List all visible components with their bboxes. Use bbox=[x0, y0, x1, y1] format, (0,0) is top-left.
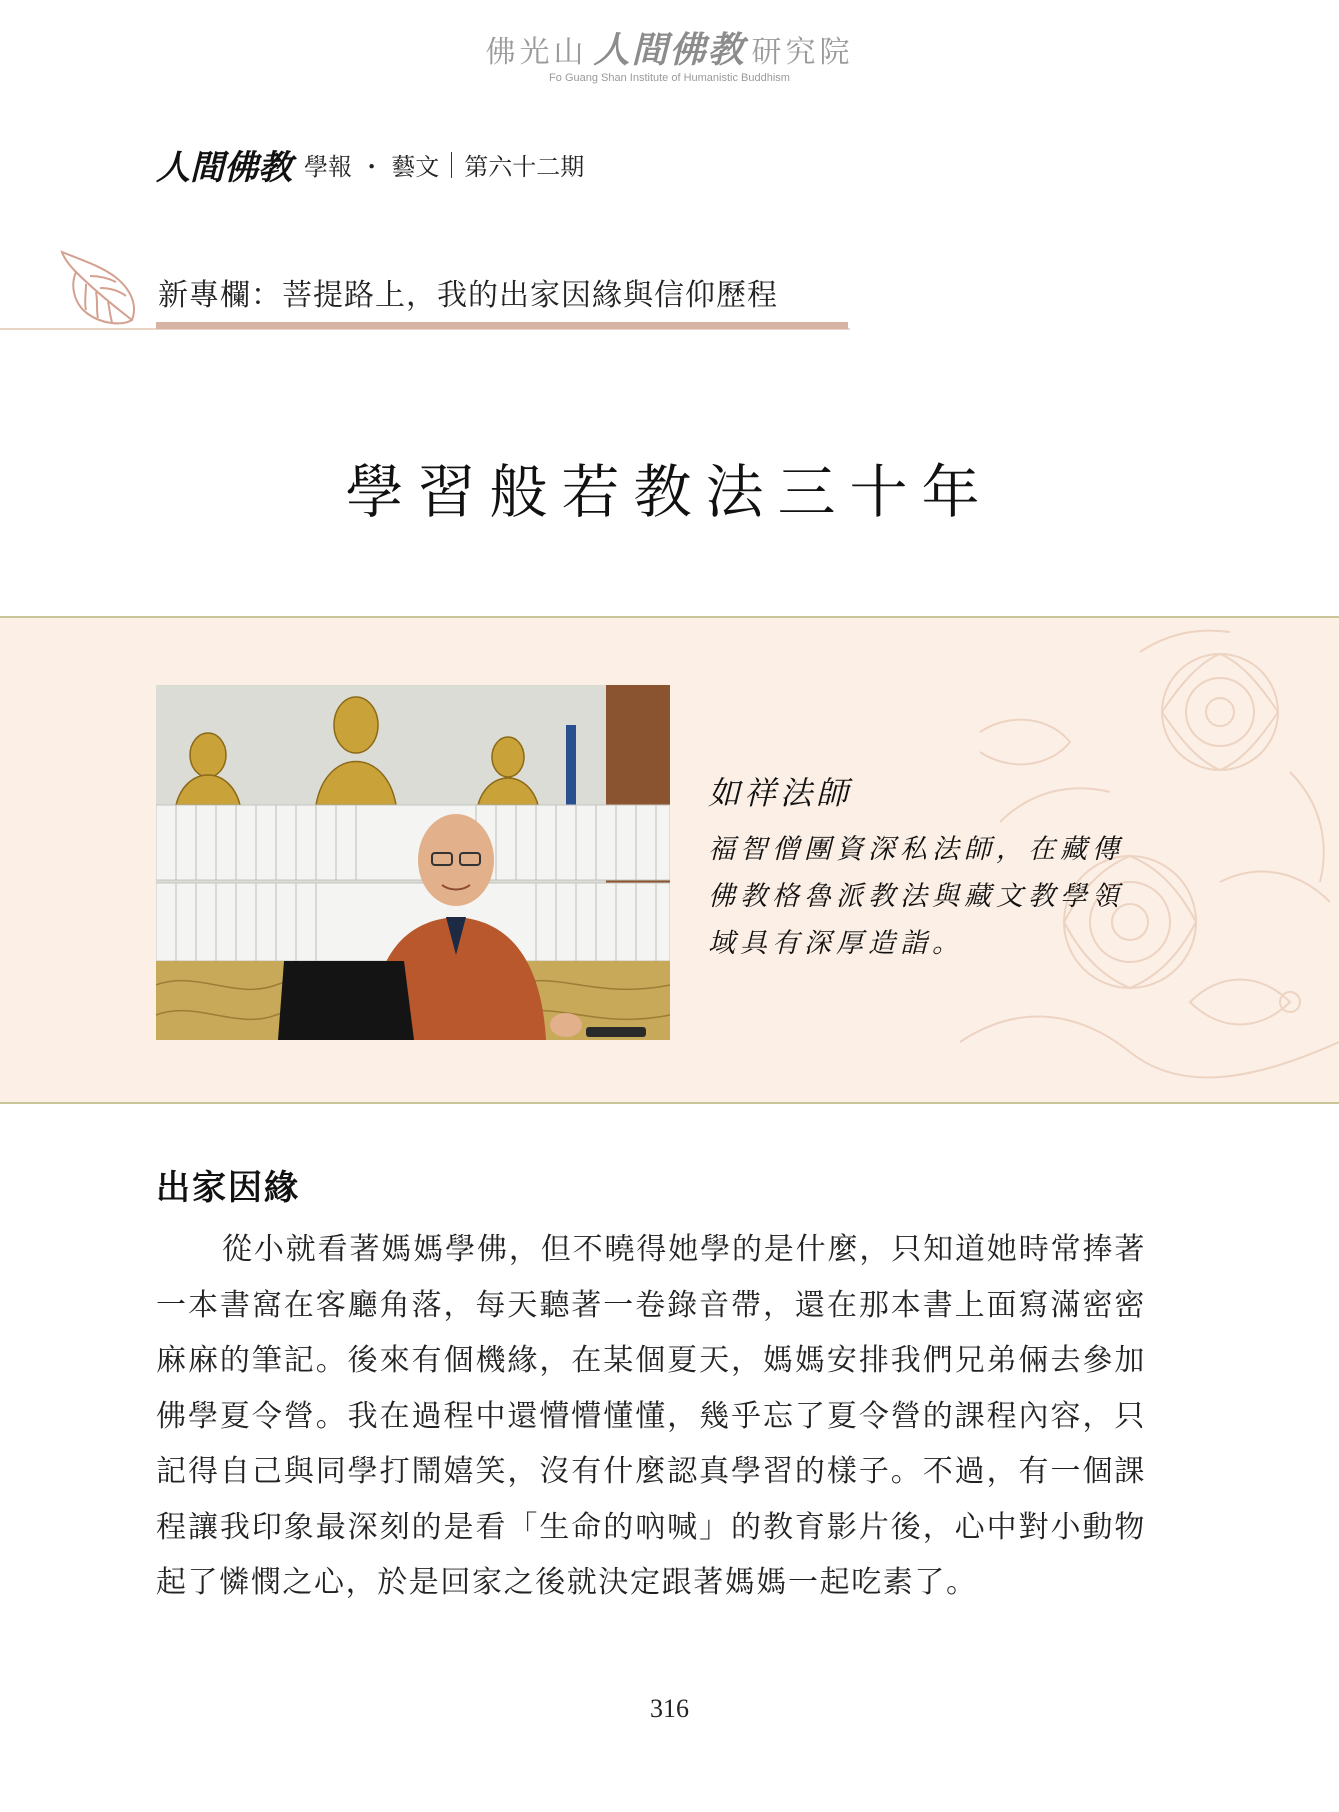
band-bottom-rule bbox=[0, 1102, 1339, 1104]
journal-divider bbox=[451, 152, 452, 178]
body-paragraph: 從小就看著媽媽學佛，但不曉得她學的是什麼，只知道她時常捧著一本書窩在客廳角落，每天聽著一卷錄音帶，還在那本書上面寫滿密密麻麻的筆記。後來有個機緣，在某個夏天，媽媽安排我們兄弟倆去參加佛學夏令營。我在過程中還懵懵懂懂，幾乎忘了夏令營的課程內容，只記得自己與同學打鬧嬉笑，沒有什麼認真學習的樣子。不過，有一個課程讓我印象最深刻的是看「生命的吶喊」的教育影片後，心中對小動物起了憐憫之心，於是回家之後就決定跟著媽媽一起吃素了。 bbox=[156, 1232, 1146, 1600]
institute-suffix: 研究院 bbox=[751, 35, 854, 70]
journal-name: 學報 ・ 藝文 bbox=[304, 153, 440, 181]
author-bio: 福智僧團資深私法師，在藏傳佛教格魯派教法與藏文教學領域具有深厚造詣。 bbox=[708, 834, 1124, 959]
journal-logo: 人間佛教 bbox=[156, 148, 292, 188]
bodhi-leaf-icon bbox=[56, 246, 142, 328]
author-photo bbox=[156, 685, 670, 1040]
article-title: 學習般若教法三十年 bbox=[345, 458, 994, 526]
page-number: 316 bbox=[650, 1694, 689, 1723]
section-heading: 出家因緣 bbox=[156, 1168, 300, 1208]
column-underline bbox=[156, 322, 848, 329]
journal-header bbox=[156, 140, 584, 189]
institute-english-name: Fo Guang Shan Institute of Humanistic Buddhism bbox=[549, 72, 790, 84]
institute-brand-logo: 人間佛教 bbox=[593, 30, 746, 71]
journal-issue: 第六十二期 bbox=[464, 153, 585, 181]
institute-title bbox=[0, 22, 1339, 73]
institute-prefix: 佛光山 bbox=[485, 35, 588, 70]
author-name: 如祥法師 bbox=[708, 774, 853, 812]
band-top-rule bbox=[0, 616, 1339, 618]
column-title: 新專欄：菩提路上，我的出家因緣與信仰歷程 bbox=[158, 278, 778, 313]
